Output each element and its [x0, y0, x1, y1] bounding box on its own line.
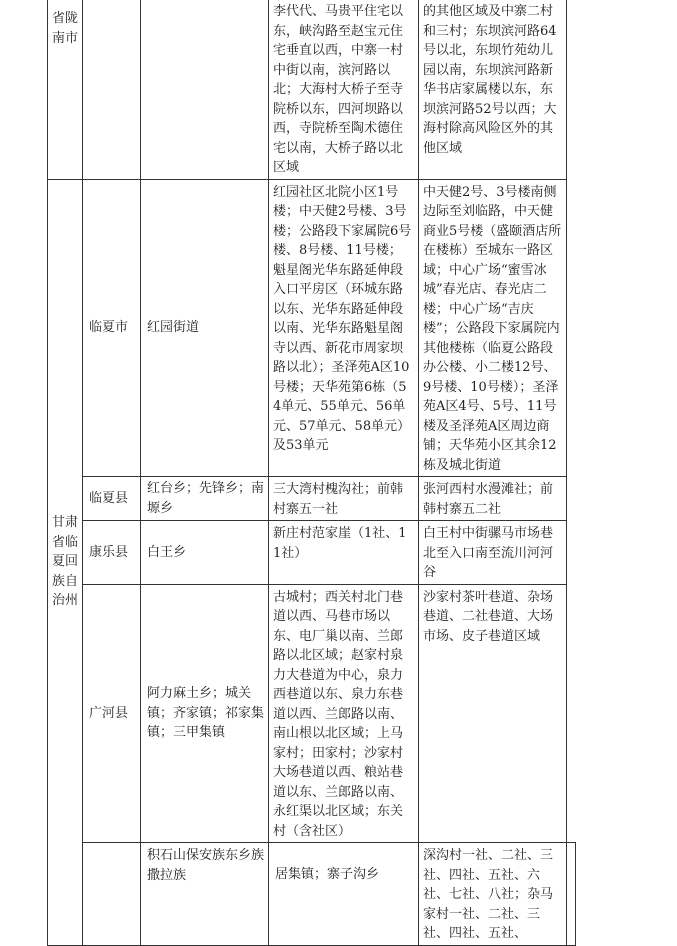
other-area-cell — [567, 843, 576, 946]
town-cell: 居集镇；寨子沟乡 — [269, 843, 419, 946]
table-row — [48, 521, 576, 585]
high-risk-area-cell: 新庄村范家崖（1社、11社） — [269, 521, 419, 585]
town-cell: 阿力麻土乡；城关镇；齐家镇；祁家集镇；三甲集镇 — [141, 584, 269, 843]
town-cell: 白王乡 — [141, 521, 269, 585]
county-cell: 临夏市 — [83, 179, 141, 477]
high-risk-area-cell: 三大湾村槐沟社；前韩村寨五一社 — [269, 477, 419, 521]
other-area-cell: 白王村中街骡马市场巷北至入口南至流川河河谷 — [419, 521, 567, 585]
other-area-cell: 张河西村水漫滩社；前韩村寨五二社 — [419, 477, 567, 521]
province-cell: 甘肃省临夏回族自治州 — [48, 179, 83, 945]
table-row — [48, 843, 576, 946]
county-cell: 临夏县 — [83, 477, 141, 521]
county-cell: 康乐县 — [83, 521, 141, 585]
other-area-cell: 沙家村茶叶巷道、杂场巷道、二社巷道、大场市场、皮子巷道区域 — [419, 584, 567, 843]
high-risk-area-cell: 深沟村一社、二社、三社、四社、五社、六社、七社、八社；杂马家村一社、二社、三社、四社、五社、 — [419, 843, 567, 946]
table-row — [48, 179, 576, 477]
town-cell: 红园街道 — [141, 179, 269, 477]
high-risk-area-cell: 古城村；西关村北门巷道以西、马巷市场以东、电厂巢以南、兰郎路以北区域；赵家村泉力大巷道为中心，泉力西巷道以东、泉力东巷道以西、兰郎路以南、南山根以北区域；上马家村；田家村；沙家村大场巷道以西、粮站巷道以东、兰郎路以南、永红渠以北区域；东关村（含社区） — [269, 584, 419, 843]
county-cell: 广河县 — [83, 584, 141, 843]
county-cell: 积石山保安族东乡族撒拉族 — [141, 843, 269, 946]
town-cell: 红台乡；先锋乡；南塬乡 — [141, 477, 269, 521]
high-risk-area-cell: 李代代、马贵平住宅以东，峡沟路至赵宝元住宅垂直以西，中寨一村中街以南，滨河路以北；大海村大桥子至寺院桥以东，四河坝路以西，寺院桥至陶术德住宅以南，大桥子路以北区域 — [269, 0, 419, 179]
town-cell — [141, 0, 269, 179]
table-row — [48, 584, 576, 843]
other-area-cell: 中天健2号、3号楼南侧边际至刘临路，中天健商业5号楼（盛颐酒店所在楼栋）至城东一路区域；中心广场“蜜雪冰城”春光店、春光店二楼；中心广场“吉庆楼”；公路段下家属院内其他楼栋（临夏公路段办公楼、小二楼12号、9号楼、10号楼）；圣泽苑A区4号、5号、11号楼及圣泽苑A区周边商铺；天华苑小区其余12栋及城北街道 — [419, 179, 567, 477]
table-row — [48, 0, 576, 179]
risk-area-table — [47, 0, 576, 946]
high-risk-area-cell: 红园社区北院小区1号楼；中天健2号楼、3号楼；公路段下家属院6号楼、8号楼、11号楼；魁星阁光华东路延伸段入口平房区（环城东路以东、光华东路延伸段以南、光华东路魁星阁寺以西、新花市周家坝路以北）；圣泽苑A区10号楼；天华苑第6栋（54单元、55单元、56单元、57单元、58单元）及53单元 — [269, 179, 419, 477]
province-cell — [83, 843, 141, 946]
county-cell — [83, 0, 141, 179]
table-row — [48, 477, 576, 521]
other-area-cell: 的其他区域及中寨二村和三村；东坝滨河路64号以北，东坝竹苑幼儿园以南，东坝滨河路新华书店家属楼以东，东坝滨河路52号以西；大海村除高风险区外的其他区域 — [419, 0, 567, 179]
province-cell: 省陇南市 — [48, 0, 83, 179]
